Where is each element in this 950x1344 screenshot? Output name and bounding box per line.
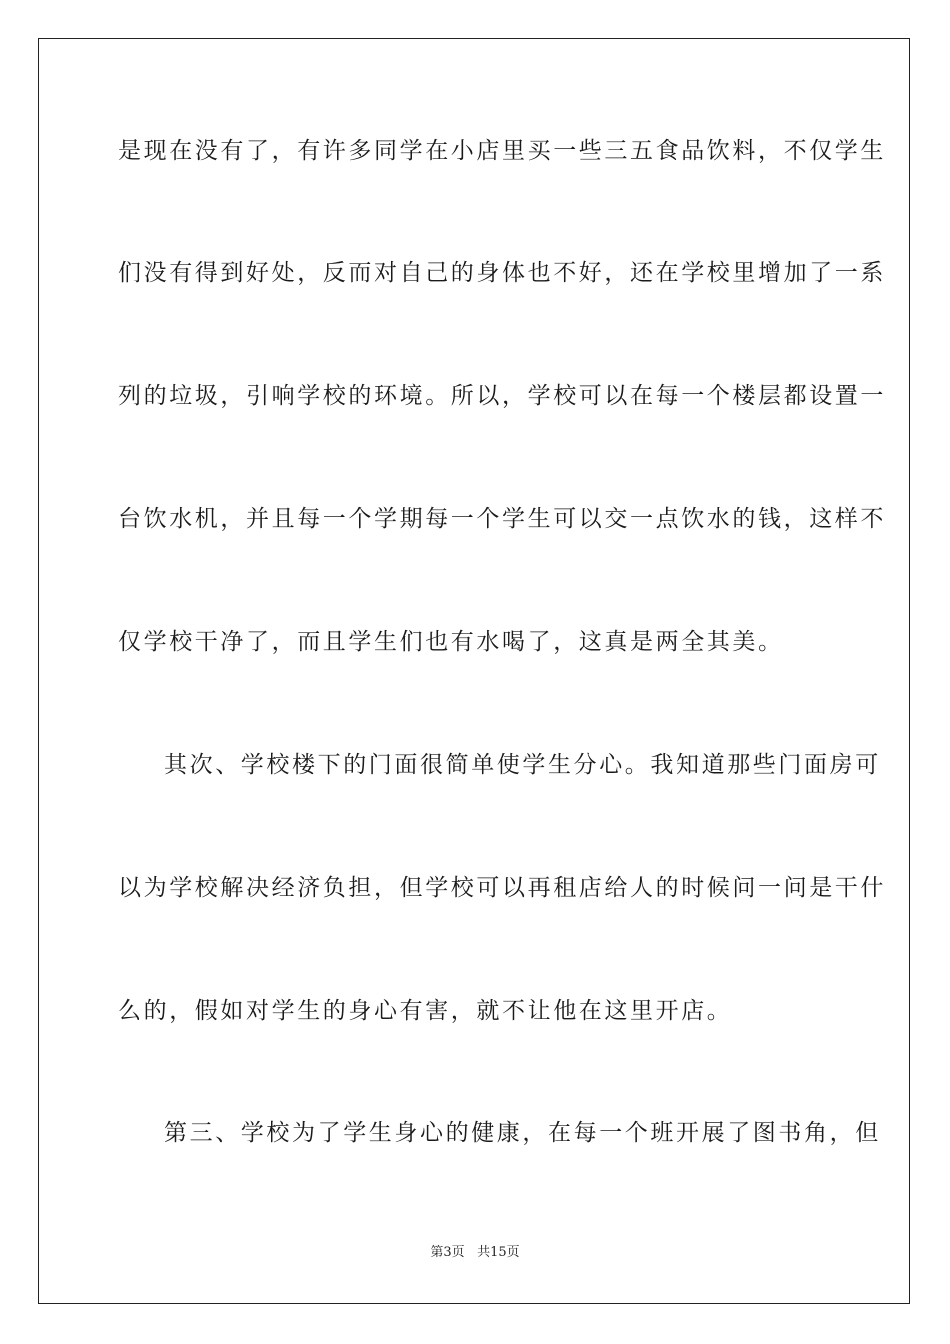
page-footer <box>0 1244 950 1262</box>
paragraph-line: 是现在没有了，有许多同学在小店里买一些三五食品饮料，不仅学生 <box>118 138 886 164</box>
paragraph-line: 仅学校干净了，而且学生们也有水喝了，这真是两全其美。 <box>118 629 784 655</box>
page-total: 共15页 <box>477 1245 520 1260</box>
paragraph-line: 其次、学校楼下的门面很简单使学生分心。我知道那些门面房可 <box>164 752 881 778</box>
paragraph-line: 台饮水机，并且每一个学期每一个学生可以交一点饮水的钱，这样不 <box>118 506 886 532</box>
paragraph-line: 列的垃圾，引响学校的环境。所以，学校可以在每一个楼层都设置一 <box>118 383 886 409</box>
page-number: 第3页 <box>430 1245 465 1260</box>
paragraph-line: 以为学校解决经济负担，但学校可以再租店给人的时候问一问是干什 <box>118 875 886 901</box>
paragraph-line: 们没有得到好处，反而对自己的身体也不好，还在学校里增加了一系 <box>118 260 886 286</box>
page-border <box>38 38 910 1304</box>
paragraph-line: 第三、学校为了学生身心的健康，在每一个班开展了图书角，但 <box>164 1120 881 1146</box>
paragraph-line: 么的，假如对学生的身心有害，就不让他在这里开店。 <box>118 998 733 1024</box>
